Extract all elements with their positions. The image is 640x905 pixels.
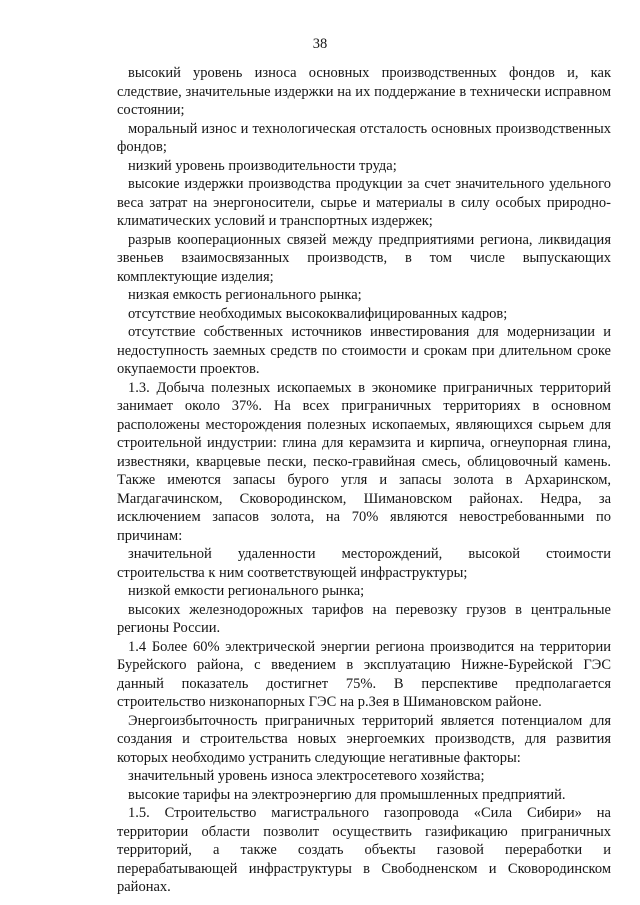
paragraph-section-1-3: 1.3. Добыча полезных ископаемых в экономике приграничных территорий занимает около 37%. На всех приграничных территориях в основном расположены месторождения полезных ископаемых, являющихся сырьем для строительной индустрии: глина для керамзита и кирпича, огнеупорная глина, известняки, кварцевые пески, песко-гравийная смесь, облицовочный камень. Также имеются запасы бурого угля и запасы золота в Архаринском, Магдагачинском, Сковородинском, Шимановском районах. Недра, за исключением запасов золота, на 70% являются невостребованными по причинам: bbox=[117, 379, 611, 544]
paragraph-productivity: низкий уровень производительности труда; bbox=[128, 157, 397, 174]
paragraph-low-market-capacity: низкой емкости регионального рынка; bbox=[128, 583, 365, 599]
paragraph-section-1-4: 1.4 Более 60% электрической энергии региона производится на территории Бурейского района, с введением в эксплуатацию Нижне-Бурейской ГЭС данный показатель достигнет 75%. В перспективе предполагается строительство низконапорных ГЭС на р.Зея в Шимановском районе. bbox=[117, 638, 611, 710]
paragraph-cooperation-gap: разрыв кооперационных связей между предприятиями региона, ликвидация звеньев взаимосвязанных производств, в том числе выпускающих комплектующие изделия; bbox=[117, 231, 611, 285]
paragraph-power-tariffs: высокие тарифы на электроэнергию для промышленных предприятий. bbox=[128, 786, 566, 803]
paragraph-investment-sources: отсутствие собственных источников инвестирования для модернизации и недоступность заемных средств по стоимости и срокам при длительном сроке окупаемости проектов. bbox=[117, 324, 611, 377]
paragraph-production-costs: высокие издержки производства продукции за счет значительного удельного веса затрат на энергоносители, сырье и материалы в силу особых природно-климатических условий и транспортных издержек; bbox=[117, 176, 611, 229]
paragraph-obsolescence: моральный износ и технологическая отсталость основных производственных фондов; bbox=[117, 120, 611, 155]
paragraph-market-capacity: низкая емкость регионального рынка; bbox=[128, 287, 362, 303]
paragraph-rail-tariffs: высоких железнодорожных тарифов на перевозку грузов в центральные регионы России. bbox=[117, 601, 611, 636]
paragraph-grid-wear: значительный уровень износа электросетевого хозяйства; bbox=[128, 768, 485, 784]
document-body bbox=[117, 64, 611, 897]
paragraph-remoteness: значительной удаленности месторождений, высокой стоимости строительства к ним соответствующей инфраструктуры; bbox=[117, 546, 611, 581]
paragraph-equipment-wear: высокий уровень износа основных производственных фондов и, как следствие, значительные издержки на их поддержание в технически исправном состоянии; bbox=[117, 65, 611, 118]
paragraph-section-1-5: 1.5. Строительство магистрального газопровода «Сила Сибири» на территории области позволит осуществить газификацию приграничных территорий, а также создать объекты газовой переработки и перерабатывающей инфраструктуры в Свободненском и Сковородинском районах. bbox=[117, 805, 611, 895]
paragraph-staff-shortage: отсутствие необходимых высококвалифицированных кадров; bbox=[128, 305, 508, 322]
paragraph-energy-surplus: Энергоизбыточность приграничных территорий является потенциалом для создания и строительства новых энергоемких производств, для развития которых необходимо устранить следующие негативные факторы: bbox=[117, 712, 611, 766]
page-number: 38 bbox=[312, 36, 328, 52]
